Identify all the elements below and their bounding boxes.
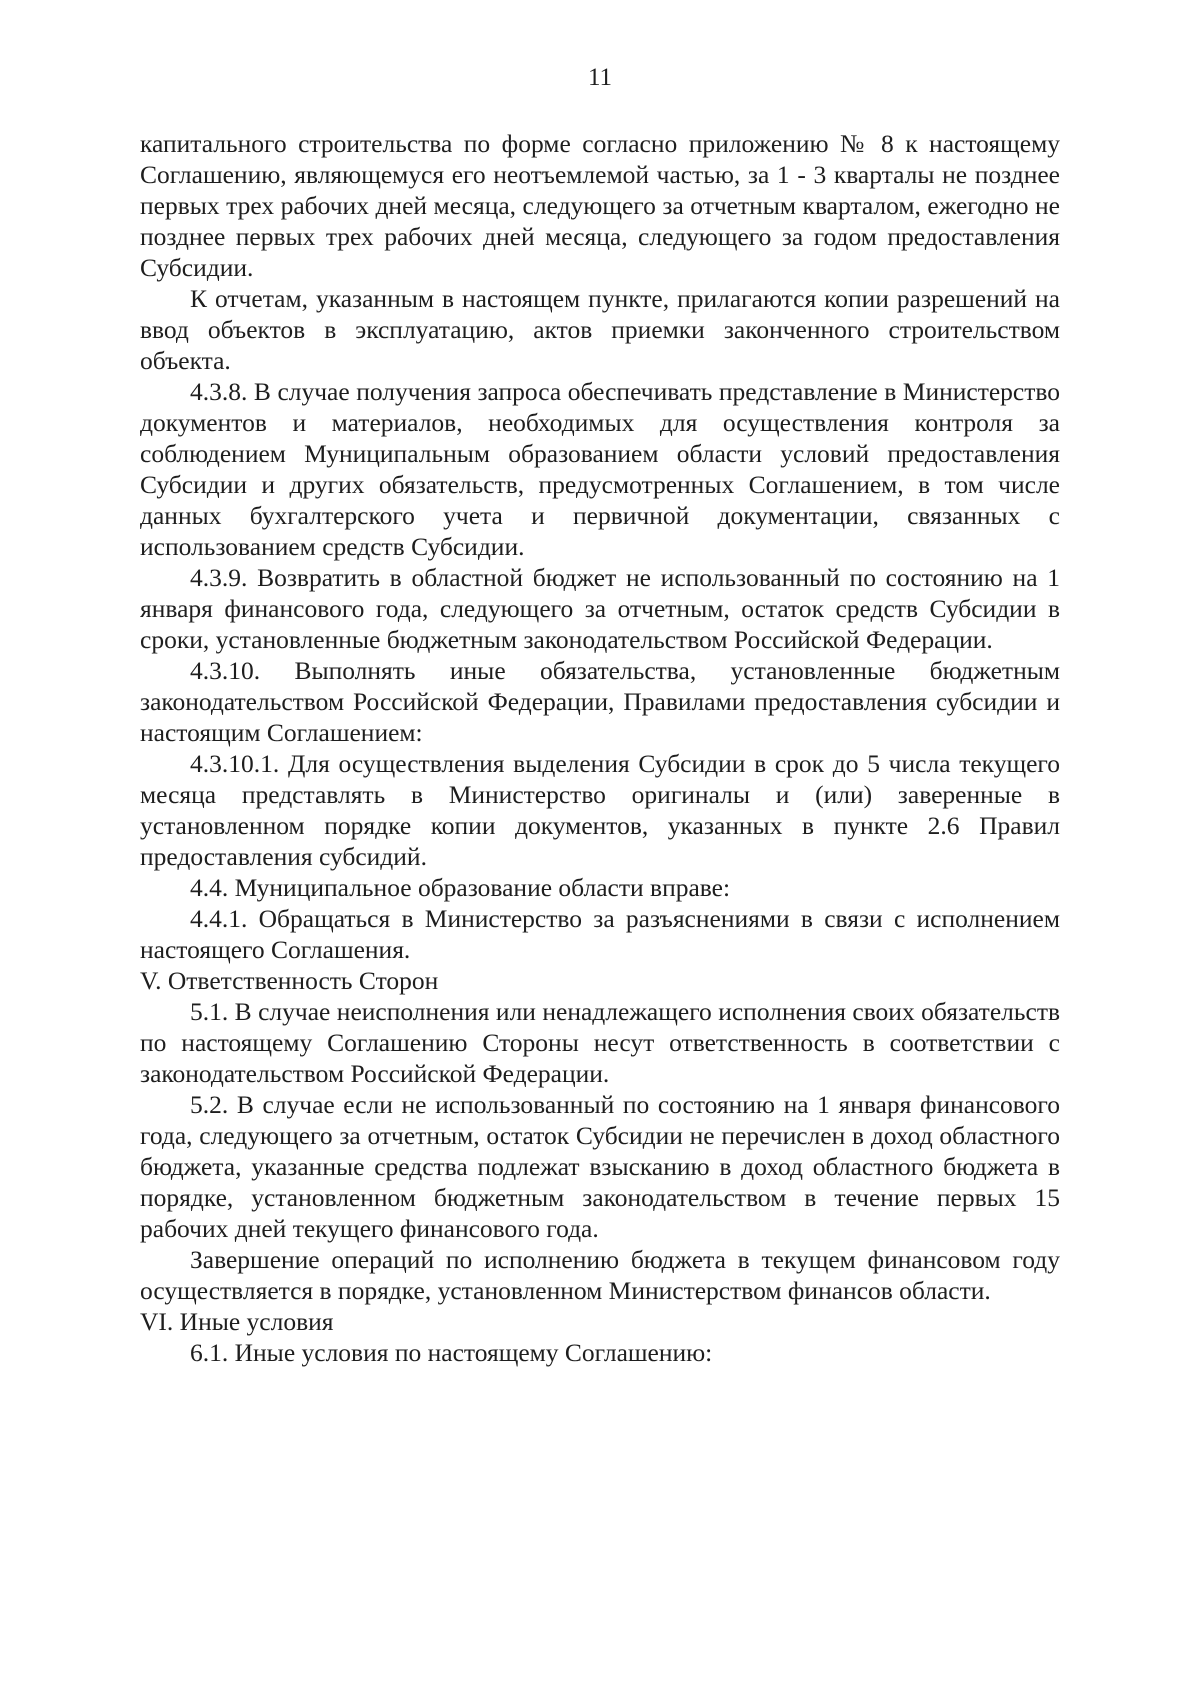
- clause-4-4: 4.4. Муниципальное образование области вправе:: [190, 873, 731, 902]
- clause-6-1: 6.1. Иные условия по настоящему Соглашению:: [190, 1338, 713, 1367]
- clause-5-2: 5.2. В случае если не использованный по состоянию на 1 января финансового года, следующего за отчетным, остаток Субсидии не перечислен в доход областного бюджета, указанные средства подлежат взысканию в доход областного бюджета в порядке, установленном бюджетным законодательством в течение первых 15 рабочих дней текущего финансового года.: [140, 1090, 1060, 1243]
- section-6-heading: VI. Иные условия: [140, 1307, 334, 1336]
- document-body: [140, 128, 1060, 1368]
- clause-4-4-1: 4.4.1. Обращаться в Министерство за разъяснениями в связи с исполнением настоящего Соглашения.: [140, 904, 1060, 964]
- section-5-heading: V. Ответственность Сторон: [140, 966, 439, 995]
- clause-4-3-10-1: 4.3.10.1. Для осуществления выделения Субсидии в срок до 5 числа текущего месяца представлять в Министерство оригиналы и (или) заверенные в установленном порядке копии документов, указанных в пункте 2.6 Правил предоставления субсидий.: [140, 749, 1060, 871]
- clause-5-2-continuation: Завершение операций по исполнению бюджета в текущем финансовом году осуществляется в порядке, установленном Министерством финансов области.: [140, 1245, 1060, 1305]
- clause-4-3-8: 4.3.8. В случае получения запроса обеспечивать представление в Министерство документов и материалов, необходимых для осуществления контроля за соблюдением Муниципальным образованием области условий предоставления Субсидии и других обязательств, предусмотренных Соглашением, в том числе данных бухгалтерского учета и первичной документации, связанных с использованием средств Субсидии.: [140, 377, 1060, 561]
- paragraph-reports-attachments: К отчетам, указанным в настоящем пункте, прилагаются копии разрешений на ввод объектов в эксплуатацию, актов приемки законченного строительством объекта.: [140, 284, 1060, 375]
- paragraph-continuation: капитального строительства по форме согласно приложению № 8 к настоящему Соглашению, являющемуся его неотъемлемой частью, за 1 - 3 кварталы не позднее первых трех рабочих дней месяца, следующего за отчетным кварталом, ежегодно не позднее первых трех рабочих дней месяца, следующего за годом предоставления Субсидии.: [140, 129, 1060, 282]
- clause-4-3-9: 4.3.9. Возвратить в областной бюджет не использованный по состоянию на 1 января финансового года, следующего за отчетным, остаток средств Субсидии в сроки, установленные бюджетным законодательством Российской Федерации.: [140, 563, 1060, 654]
- clause-5-1: 5.1. В случае неисполнения или ненадлежащего исполнения своих обязательств по настоящему Соглашению Стороны несут ответственность в соответствии с законодательством Российской Федерации.: [140, 997, 1060, 1088]
- page-number: 11: [587, 64, 613, 91]
- clause-4-3-10: 4.3.10. Выполнять иные обязательства, установленные бюджетным законодательством Российской Федерации, Правилами предоставления субсидии и настоящим Соглашением:: [140, 656, 1060, 747]
